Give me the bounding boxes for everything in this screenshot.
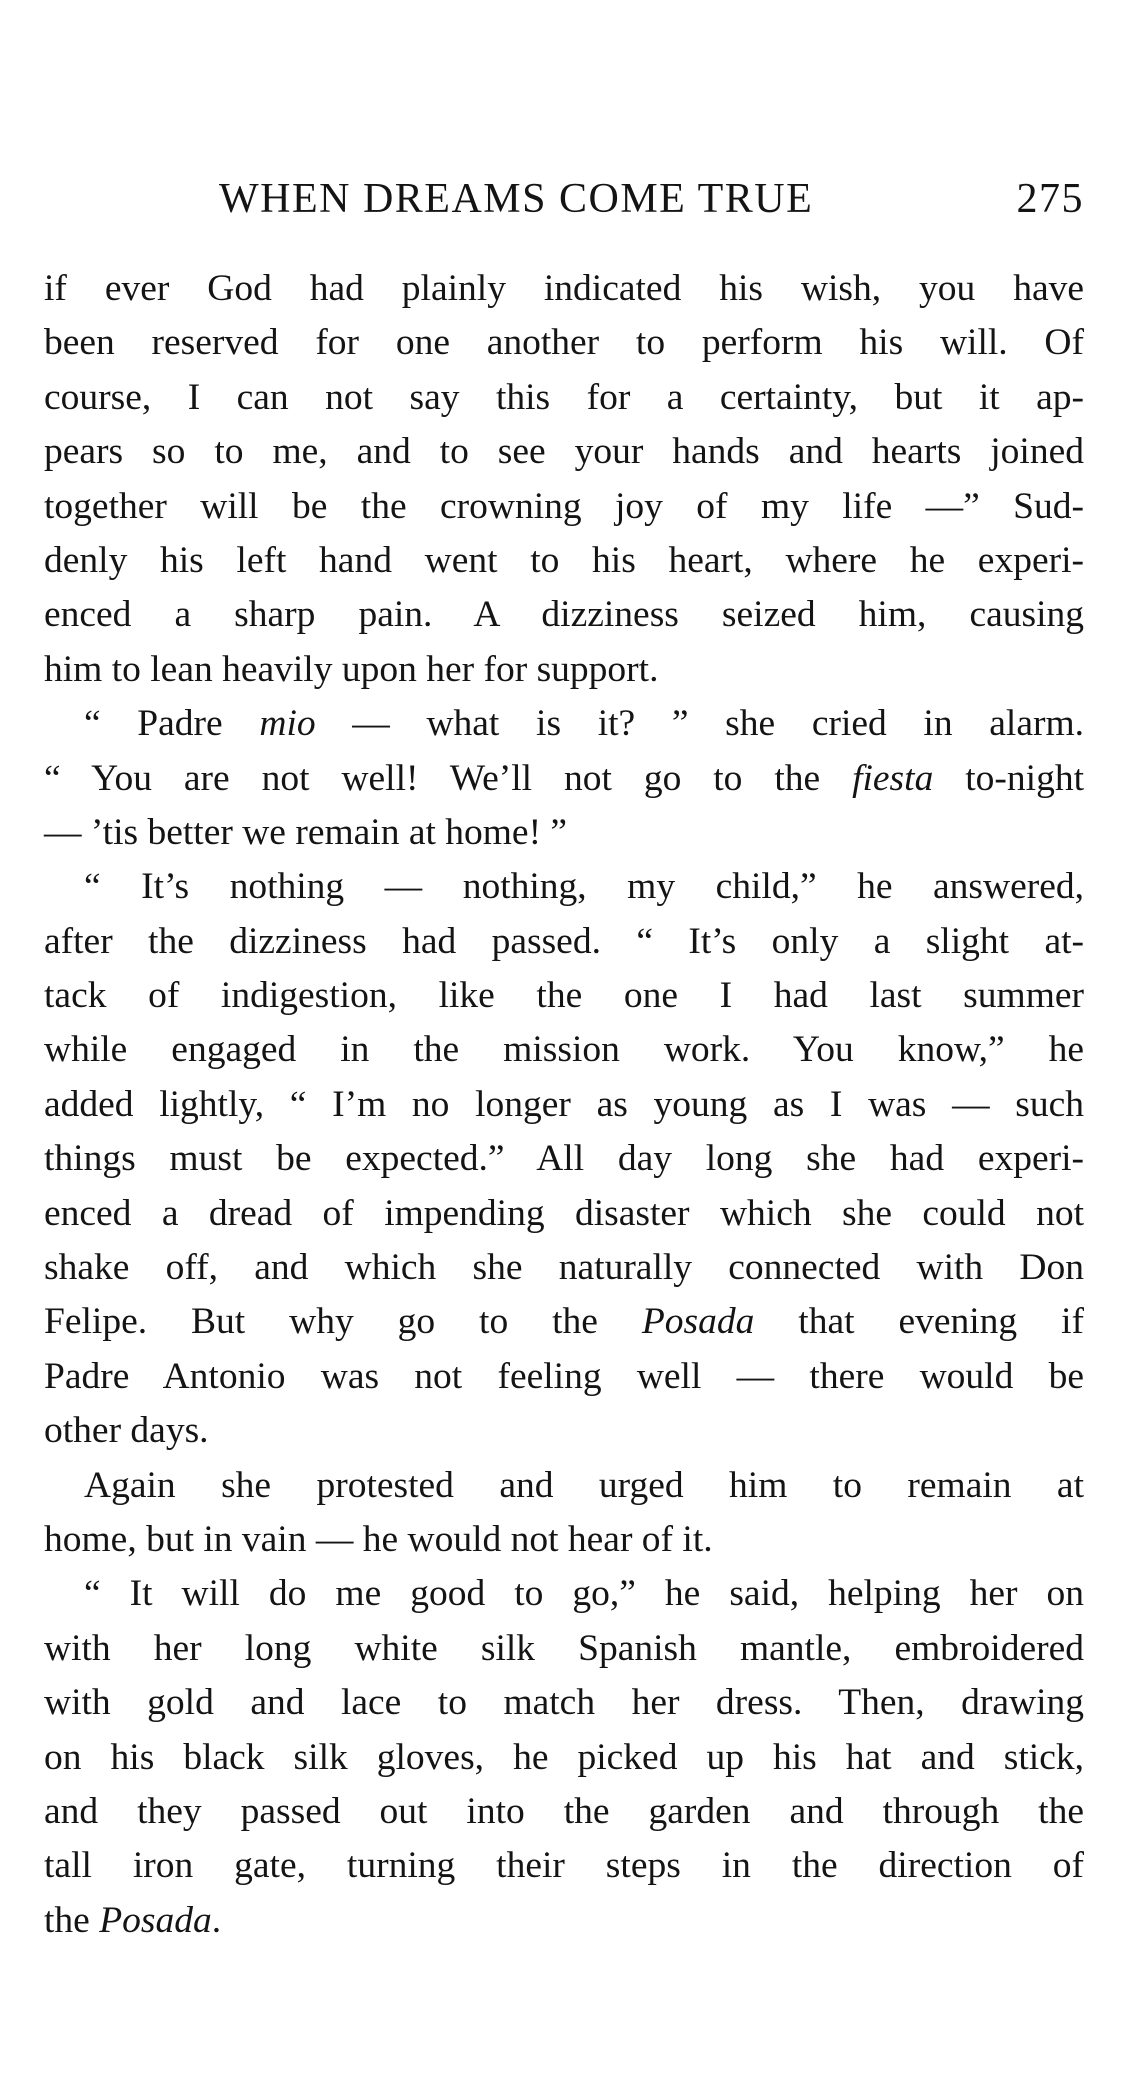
text-run: the — [44, 1899, 100, 1941]
text-line: with gold and lace to match her dress. Then, drawing — [44, 1682, 1084, 1724]
text-line: Again she protested and urged him to remain at — [84, 1464, 1084, 1506]
text-line: with her long white silk Spanish mantle, embroidered — [44, 1627, 1084, 1669]
text-line: course, I can not say this for a certainty, but it ap- — [44, 376, 1084, 418]
text-line: things must be expected.” All day long she had experi- — [44, 1138, 1084, 1180]
text-line: after the dizziness had passed. “ It’s only a slight at- — [44, 920, 1084, 962]
text-line: tall iron gate, turning their steps in the direction of — [44, 1845, 1084, 1887]
text-line: other days. — [44, 1410, 209, 1452]
running-title: WHEN DREAMS COME TRUE — [219, 176, 814, 222]
italic-word: mio — [259, 703, 316, 745]
page-number: 275 — [1016, 176, 1084, 222]
text-line: added lightly, “ I’m no longer as young as I was — such — [44, 1083, 1084, 1125]
text-line: him to lean heavily upon her for support. — [44, 648, 659, 690]
text-line: and they passed out into the garden and through the — [44, 1790, 1084, 1832]
text-line: denly his left hand went to his heart, where he experi- — [44, 539, 1084, 581]
text-line: “ It’s nothing — nothing, my child,” he answered, — [84, 866, 1084, 908]
text-line: together will be the crowning joy of my life —” Sud- — [44, 485, 1084, 527]
text-run: . — [211, 1899, 222, 1941]
italic-word: Posada — [99, 1899, 212, 1941]
text-run: that evening if — [754, 1301, 1084, 1343]
text-run: — what is it? ” she cried in alarm. — [315, 703, 1085, 745]
text-line: Padre Antonio was not feeling well — there would be — [44, 1355, 1084, 1397]
text-run: “ Padre — [84, 703, 260, 745]
text-run: to-night — [933, 757, 1084, 799]
text-line: home, but in vain — he would not hear of it. — [44, 1518, 713, 1560]
text-line: been reserved for one another to perform his will. Of — [44, 322, 1084, 364]
text-line: enced a dread of impending disaster which she could not — [44, 1192, 1084, 1234]
text-run: “ You are not well! We’ll not go to the — [44, 757, 853, 799]
text-line — [44, 1894, 1084, 1948]
italic-word: Posada — [641, 1301, 755, 1343]
text-line — [44, 697, 1084, 751]
text-line: shake off, and which she naturally connected with Don — [44, 1247, 1084, 1289]
body-text — [44, 262, 1084, 1948]
text-line: — ’tis better we remain at home! ” — [44, 811, 568, 853]
text-line: if ever God had plainly indicated his wish, you have — [44, 268, 1084, 309]
text-line: while engaged in the mission work. You know,” he — [44, 1029, 1084, 1071]
text-line: pears so to me, and to see your hands and hearts joined — [44, 431, 1084, 473]
italic-word: fiesta — [852, 757, 934, 799]
text-line — [44, 752, 1084, 806]
text-line: enced a sharp pain. A dizziness seized him, causing — [44, 594, 1084, 636]
text-line: on his black silk gloves, he picked up his hat and stick, — [44, 1736, 1084, 1778]
text-line: tack of indigestion, like the one I had last summer — [44, 975, 1084, 1017]
running-head — [44, 172, 1084, 226]
text-line: “ It will do me good to go,” he said, helping her on — [84, 1573, 1084, 1615]
text-line — [44, 1295, 1084, 1349]
text-run: Felipe. But why go to the — [44, 1301, 642, 1343]
